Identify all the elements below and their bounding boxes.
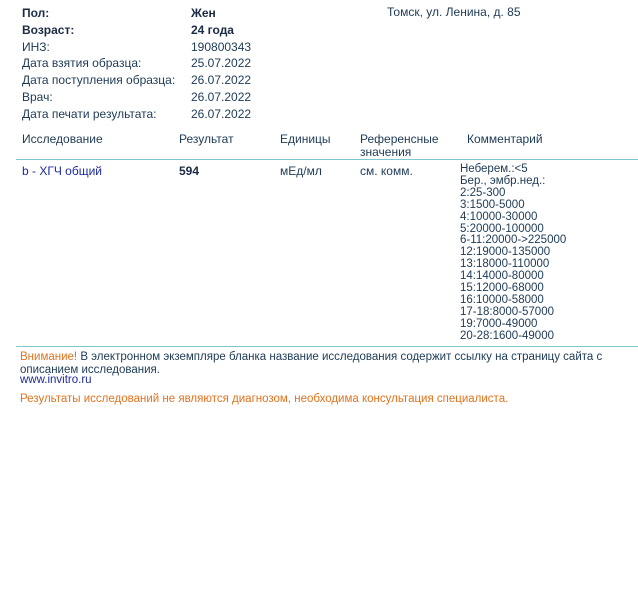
header-comment: Комментарий bbox=[467, 132, 543, 146]
comment-line: Бер., эмбр.нед.: bbox=[460, 174, 546, 187]
print-date-label: Дата печати результата: bbox=[22, 106, 157, 121]
sample-taken-value: 25.07.2022 bbox=[191, 56, 252, 71]
test-name-link[interactable]: b - ХГЧ общий bbox=[22, 164, 102, 178]
comment-line: 15:12000-68000 bbox=[460, 282, 544, 295]
comment-line: 2:25-300 bbox=[460, 186, 506, 199]
doctor-value: 26.07.2022 bbox=[191, 90, 252, 104]
sample-taken-label: Дата взятия образца: bbox=[22, 56, 142, 71]
comment-line: 14:14000-80000 bbox=[460, 270, 544, 283]
header-units: Единицы bbox=[280, 132, 331, 146]
website-link[interactable]: www.invitro.ru bbox=[20, 374, 92, 386]
sample-received-label: Дата поступления образца: bbox=[22, 73, 176, 88]
attention-text: В электронном экземпляре бланка название исследования содержит ссылку на страницу сайта с описанием исследования. bbox=[20, 351, 603, 376]
comment-line: 20-28:1600-49000 bbox=[460, 329, 554, 342]
age-label: Возраст: bbox=[22, 22, 75, 37]
comment-line: 19:7000-49000 bbox=[460, 317, 538, 330]
inz-value: 190800343 bbox=[191, 39, 252, 54]
table-bottom-divider bbox=[16, 346, 638, 347]
comment-line: 13:18000-110000 bbox=[460, 258, 550, 271]
sex-label: Пол: bbox=[22, 6, 50, 20]
header-reference-line1: Референсные bbox=[360, 132, 439, 146]
units-value: мЕд/мл bbox=[280, 164, 322, 178]
comment-line: 3:1500-5000 bbox=[460, 198, 525, 211]
reference-value: см. комм. bbox=[360, 164, 413, 178]
print-date-value: 26.07.2022 bbox=[191, 106, 252, 121]
doctor-label: Врач: bbox=[22, 90, 53, 104]
header-divider bbox=[16, 159, 638, 160]
age-value: 24 года bbox=[191, 22, 234, 37]
comment-line: 12:19000-135000 bbox=[460, 246, 551, 259]
comment-line: 6-11:20000->225000 bbox=[460, 234, 567, 247]
inz-label: ИНЗ: bbox=[22, 39, 50, 54]
attention-note bbox=[20, 351, 638, 376]
comment-line: 5:20000-100000 bbox=[460, 222, 544, 235]
sample-received-value: 26.07.2022 bbox=[191, 73, 252, 88]
comment-line: Неберем.:<5 bbox=[460, 163, 528, 175]
header-test: Исследование bbox=[22, 132, 103, 146]
office-address: Томск, ул. Ленина, д. 85 bbox=[387, 5, 521, 19]
comment-line: 4:10000-30000 bbox=[460, 210, 538, 223]
sex-value: Жен bbox=[191, 6, 216, 20]
attention-label: Внимание! bbox=[20, 351, 78, 363]
header-reference-line2: значения bbox=[360, 145, 412, 159]
comment-line: 17-18:8000-57000 bbox=[460, 305, 554, 318]
comment-cell bbox=[460, 164, 566, 343]
disclaimer-text: Результаты исследований не являются диагнозом, необходима консультация специалиста. bbox=[20, 393, 509, 405]
result-value: 594 bbox=[179, 164, 200, 178]
patient-info bbox=[0, 5, 380, 125]
comment-line: 16:10000-58000 bbox=[460, 293, 544, 306]
header-result: Результат bbox=[179, 132, 234, 146]
